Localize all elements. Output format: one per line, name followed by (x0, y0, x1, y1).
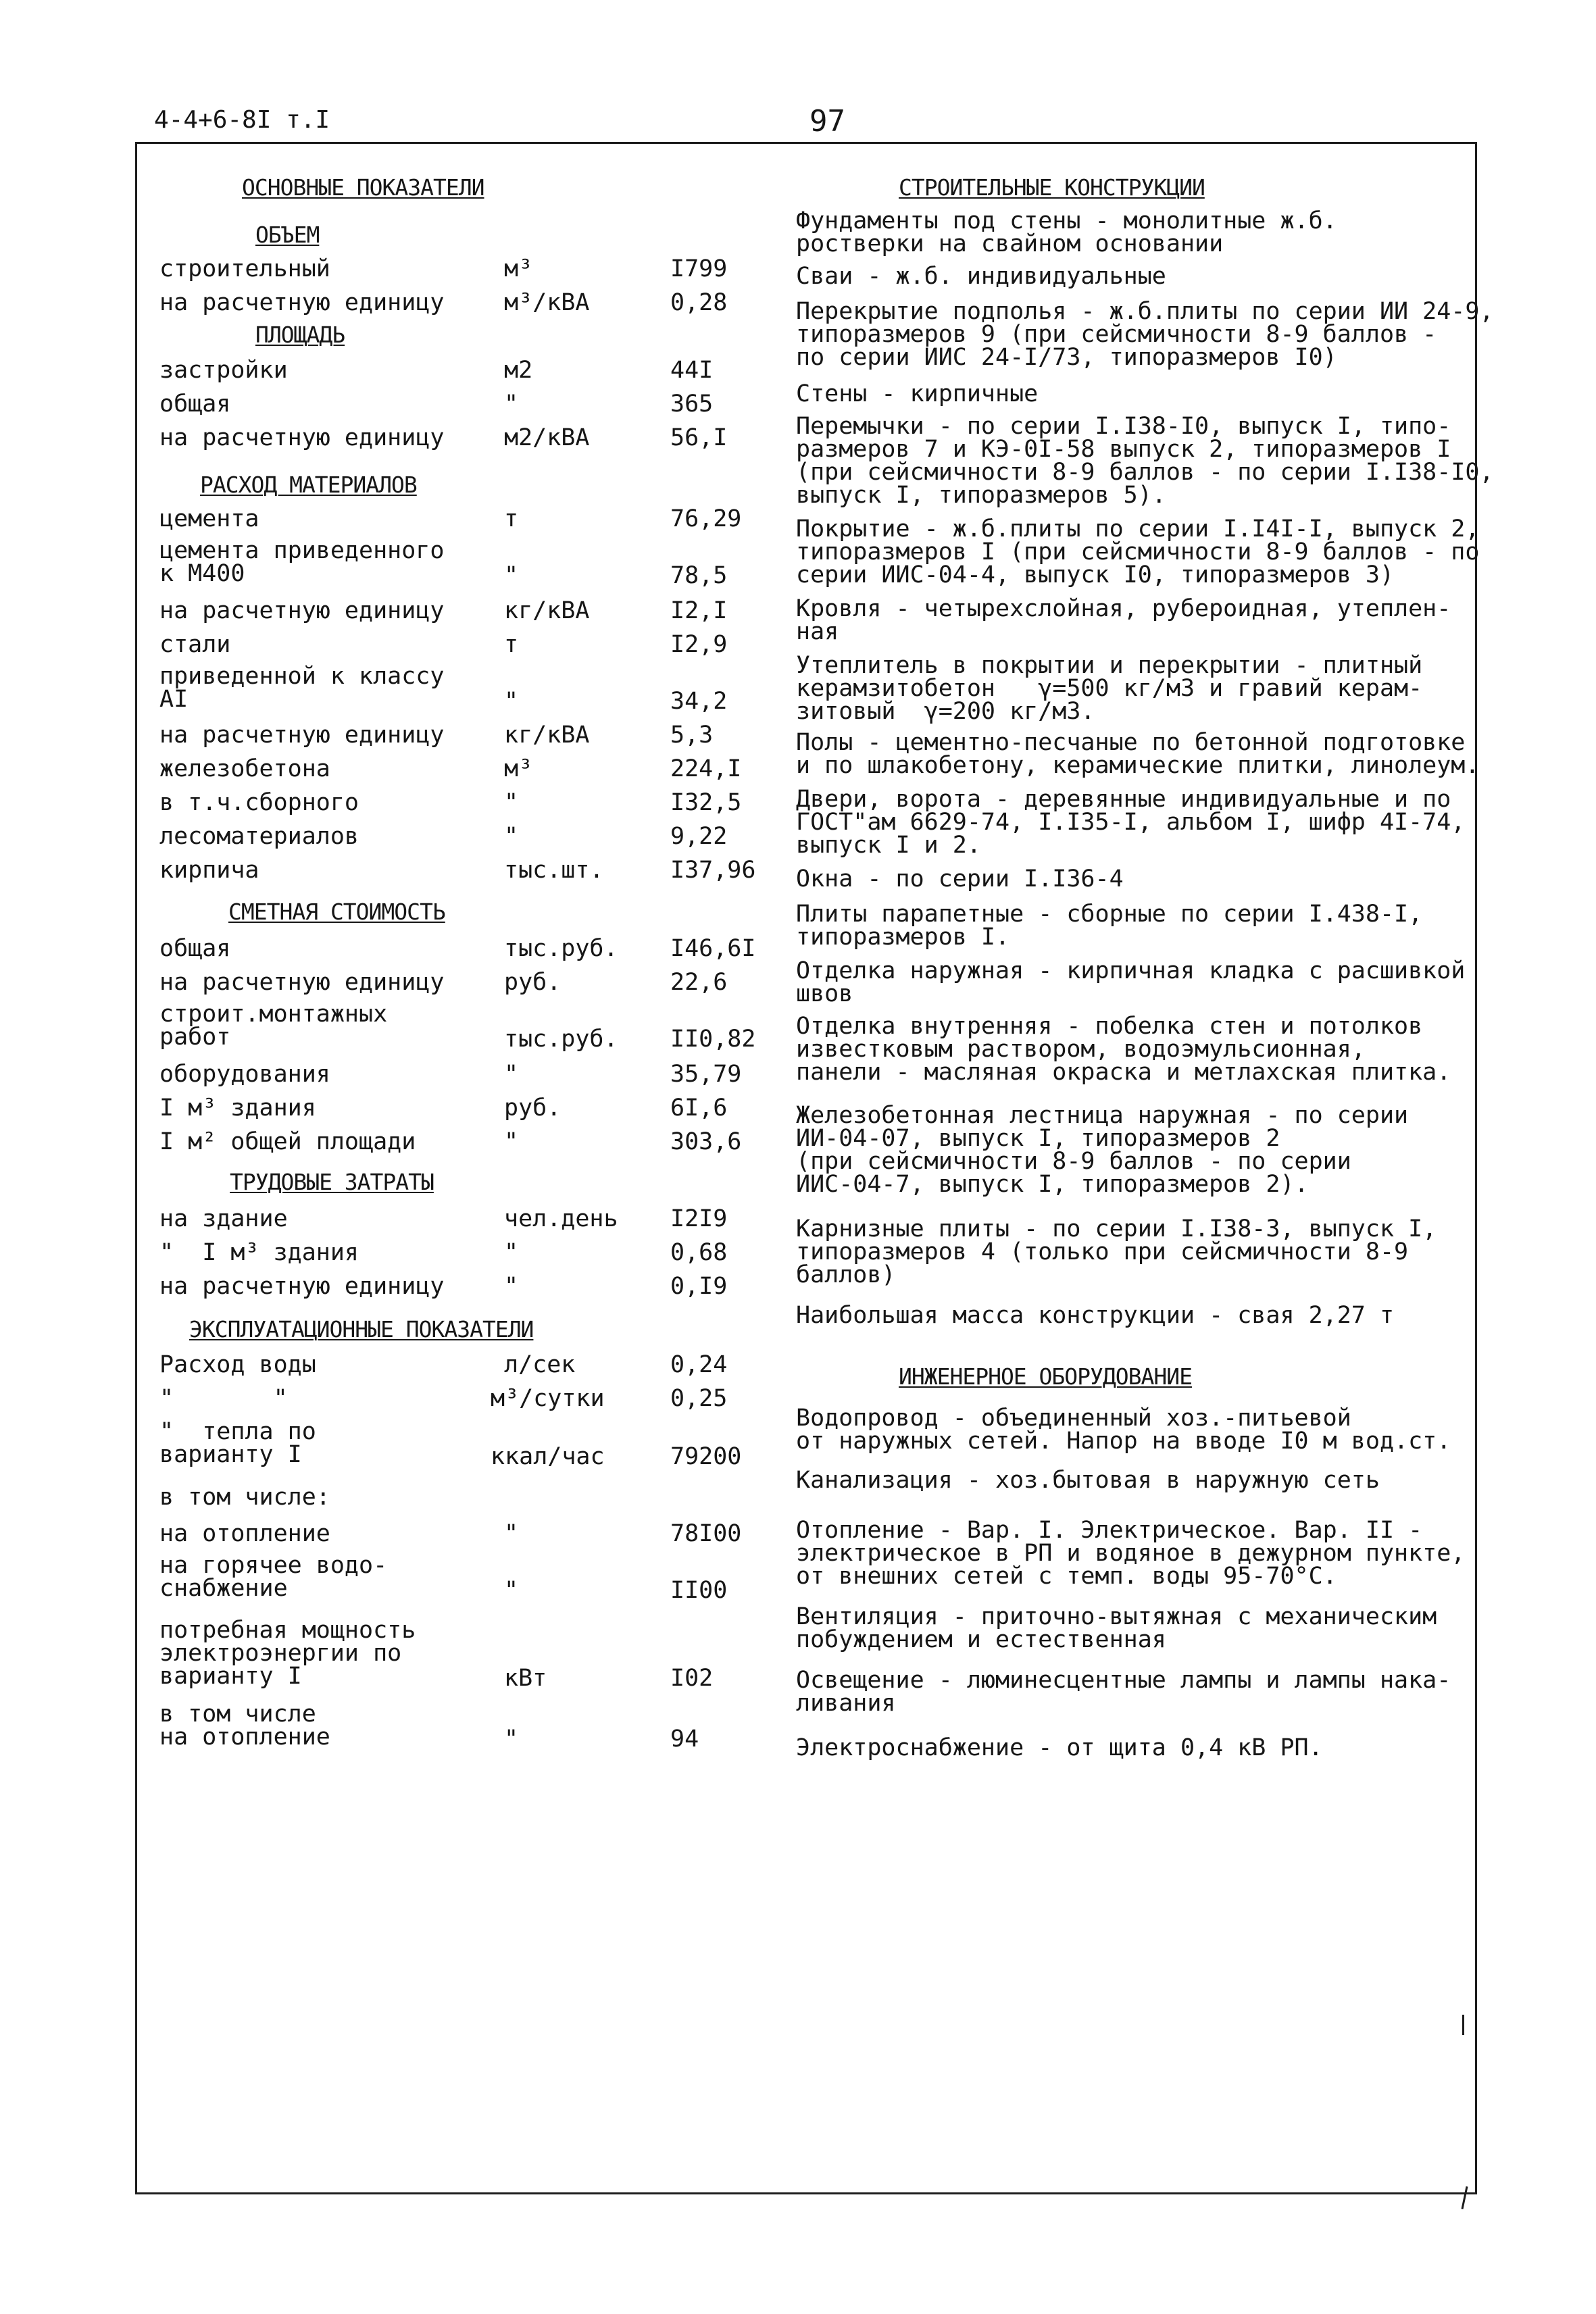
indicator-row (159, 424, 808, 457)
indicator-unit: руб. (504, 969, 562, 996)
indicator-label: на расчетную единицу (159, 424, 445, 451)
indicator-unit: чел.день (504, 1205, 618, 1232)
indicator-label: оборудования (159, 1061, 330, 1088)
indicator-row (159, 1351, 808, 1384)
indicator-unit: кВт (504, 1665, 547, 1692)
equipment-item-ventilation: Вентиляция - приточно-вытяжная с механическим побуждением и естественная (796, 1603, 1437, 1653)
indicator-label: на отопление (159, 1520, 330, 1547)
indicator-value: II0,82 (670, 1026, 756, 1053)
indicator-value: 35,79 (670, 1061, 742, 1088)
indicator-value: 78I00 (670, 1520, 742, 1547)
indicator-value: 0,25 (670, 1385, 728, 1412)
construction-item-roofing: Кровля - четырехслойная, рубероидная, утеплен- ная (796, 595, 1451, 645)
indicator-unit: м³ (504, 255, 533, 282)
indicator-value: 365 (670, 391, 714, 418)
indicator-unit: " (504, 1273, 519, 1300)
indicator-label: на расчетную единицу (159, 722, 445, 749)
indicator-label: строительный (159, 255, 330, 282)
indicator-value: I2,9 (670, 631, 728, 658)
indicator-label: I м³ здания (159, 1095, 316, 1122)
indicator-label: застройки (159, 357, 288, 384)
construction-item-piles: Сваи - ж.б. индивидуальные (796, 263, 1166, 290)
construction-item-max-mass: Наибольшая масса конструкции - свая 2,27 т (796, 1302, 1395, 1329)
equipment-item-power: Электроснабжение - от щита 0,4 кВ РП. (796, 1734, 1323, 1761)
construction-item-floor-slab: Перекрытие подполья - ж.б.плиты по серии ИИ 24-9, типоразмеров 9 (при сейсмичности 8-9 баллов - по серии ИИС 24-I/73, типоразмеров I0) (796, 298, 1494, 371)
indicator-unit: м³/кВА (504, 289, 590, 316)
indicator-unit: " (504, 1577, 519, 1604)
indicator-row (159, 357, 808, 389)
indicator-label: на расчетную единицу (159, 969, 445, 996)
indicator-unit: т (504, 631, 519, 658)
indicator-unit: тыс.шт. (504, 857, 604, 884)
indicator-unit: " (504, 1128, 519, 1155)
construction-item-insulation: Утеплитель в покрытии и перекрытии - плитный керамзитобетон γ=500 кг/м3 и гравий керам- зитовый γ=200 кг/м3. (796, 652, 1423, 725)
section-heading-volume: ОБЪЕМ (255, 222, 320, 248)
indicator-value: 6I,6 (670, 1095, 728, 1122)
indicator-label: на расчетную единицу (159, 1273, 445, 1300)
indicator-row (159, 1484, 808, 1516)
indicator-row (159, 1095, 808, 1127)
indicator-row (159, 935, 808, 967)
indicator-value: 0,68 (670, 1239, 728, 1266)
page-number: 97 (809, 104, 845, 139)
indicator-label: " I м³ здания (159, 1239, 359, 1266)
indicator-label: железобетона (159, 755, 330, 782)
indicator-row (159, 1205, 808, 1238)
indicator-value: II00 (670, 1577, 728, 1604)
indicator-label: на расчетную единицу (159, 289, 445, 316)
construction-item-floors: Полы - цементно-песчаные по бетонной подготовке и по шлакобетону, керамические плитки, линолеум. (796, 729, 1480, 779)
indicator-unit: " (504, 1726, 519, 1753)
indicator-row (159, 505, 808, 538)
construction-item-parapet: Плиты парапетные - сборные по серии I.438-I, типоразмеров I. (796, 901, 1423, 951)
indicator-value: 22,6 (670, 969, 728, 996)
indicator-value: 9,22 (670, 823, 728, 850)
indicator-value: 76,29 (670, 505, 742, 532)
indicator-label: на расчетную единицу (159, 597, 445, 624)
document-code: 4-4+6-8I т.I (154, 106, 330, 134)
indicator-value: 56,I (670, 424, 728, 451)
indicator-row (159, 1273, 808, 1305)
indicator-label: I м² общей площади (159, 1128, 416, 1155)
indicator-unit: м2 (504, 357, 533, 384)
indicator-label: стали (159, 631, 231, 658)
indicator-unit: " (504, 391, 519, 418)
indicator-value: 44I (670, 357, 714, 384)
indicator-row (159, 539, 808, 596)
indicator-unit: л/сек (504, 1351, 576, 1378)
indicator-label: на горячее водо- снабжение (159, 1552, 388, 1602)
indicator-unit: " (504, 823, 519, 850)
indicator-row (159, 1619, 808, 1693)
indicator-row (159, 1128, 808, 1161)
indicator-label: строит.монтажных работ (159, 1001, 388, 1051)
indicator-value: 303,6 (670, 1128, 742, 1155)
indicator-unit: " (504, 1239, 519, 1266)
construction-item-lintels: Перемычки - по серии I.I38-I0, выпуск I, типо- размеров 7 и КЭ-0I-58 выпуск 2, типоразмеров I (при сейсмичности 8-9 баллов - по серии I.I38-I0, выпуск I, типоразмеров 5). (796, 413, 1494, 509)
section-heading-labor: ТРУДОВЫЕ ЗАТРАТЫ (230, 1169, 434, 1195)
indicator-row (159, 1703, 808, 1759)
indicator-unit: м³/сутки (491, 1385, 605, 1412)
indicator-row (159, 391, 808, 423)
indicator-label: в том числе на отопление (159, 1701, 330, 1751)
indicator-value: 79200 (670, 1443, 742, 1470)
indicator-label: " тепла по варианту I (159, 1418, 316, 1468)
indicator-unit: кг/кВА (504, 722, 590, 749)
indicator-row (159, 755, 808, 788)
indicator-unit: м2/кВА (504, 424, 590, 451)
indicator-value: I37,96 (670, 857, 756, 884)
indicator-row (159, 1239, 808, 1272)
indicator-value: 78,5 (670, 562, 728, 589)
indicator-label: общая (159, 935, 231, 962)
equipment-item-lighting: Освещение - люминесцентные лампы и лампы нака- ливания (796, 1667, 1451, 1717)
right-column-title-equipment: ИНЖЕНЕРНОЕ ОБОРУДОВАНИЕ (899, 1363, 1192, 1390)
indicator-value: 0,24 (670, 1351, 728, 1378)
equipment-item-sewer: Канализация - хоз.бытовая в наружную сеть (796, 1467, 1380, 1494)
indicator-unit: " (504, 688, 519, 715)
indicator-value: I2,I (670, 597, 728, 624)
indicator-unit: кг/кВА (504, 597, 590, 624)
indicator-unit: " (504, 789, 519, 816)
indicator-unit: " (504, 1061, 519, 1088)
construction-item-roof-slabs: Покрытие - ж.б.плиты по серии I.I4I-I, выпуск 2, типоразмеров I (при сейсмичности 8-9 баллов - по серии ИИС-04-4, выпуск I0, типоразмеров 3) (796, 515, 1480, 588)
indicator-row (159, 1003, 808, 1059)
indicator-label: кирпича (159, 857, 259, 884)
indicator-label: приведенной к классу AI (159, 663, 445, 713)
indicator-label: цемента приведенного к М400 (159, 537, 445, 587)
indicator-row (159, 255, 808, 288)
indicator-row (159, 1420, 808, 1477)
construction-item-staircase: Железобетонная лестница наружная - по серии ИИ-04-07, выпуск I, типоразмеров 2 (при сейсмичности 8-9 баллов - по серии ИИС-04-7, выпуск I, типоразмеров 2). (796, 1102, 1409, 1198)
indicator-label: на здание (159, 1205, 288, 1232)
indicator-value: 94 (670, 1726, 699, 1753)
indicator-label: в т.ч.сборного (159, 789, 359, 816)
equipment-item-water: Водопровод - объединенный хоз.-питьевой от наружных сетей. Напор на вводе I0 м вод.ст. (796, 1405, 1451, 1455)
indicator-row (159, 665, 808, 722)
indicator-unit: тыс.руб. (504, 935, 618, 962)
indicator-value: 5,3 (670, 722, 714, 749)
indicator-unit: руб. (504, 1095, 562, 1122)
indicator-label: в том числе: (159, 1484, 330, 1511)
indicator-value: 224,I (670, 755, 742, 782)
indicator-row (159, 631, 808, 663)
indicator-label: Расход воды (159, 1351, 316, 1378)
indicator-value: I32,5 (670, 789, 742, 816)
indicator-value: 0,28 (670, 289, 728, 316)
indicator-label: цемента (159, 505, 259, 532)
indicator-unit: м³ (504, 755, 533, 782)
section-heading-area: ПЛОЩАДЬ (255, 322, 345, 348)
indicator-value: 0,I9 (670, 1273, 728, 1300)
indicator-label: потребная мощность электроэнергии по варианту I (159, 1617, 416, 1690)
indicator-row (159, 722, 808, 754)
construction-item-foundations: Фундаменты под стены - монолитные ж.б. ростверки на свайном основании (796, 207, 1337, 257)
indicator-label: общая (159, 391, 231, 418)
scan-mark (1462, 2015, 1464, 2035)
construction-item-walls: Стены - кирпичные (796, 380, 1039, 407)
indicator-row (159, 1554, 808, 1611)
indicator-value: I02 (670, 1665, 714, 1692)
indicator-unit: " (504, 562, 519, 589)
indicator-row (159, 1061, 808, 1093)
indicator-row (159, 969, 808, 1001)
indicator-value: I46,6I (670, 935, 756, 962)
indicator-row (159, 789, 808, 822)
indicator-row (159, 1520, 808, 1553)
indicator-value: 34,2 (670, 688, 728, 715)
section-heading-cost: СМЕТНАЯ СТОИМОСТЬ (228, 899, 445, 925)
indicator-row (159, 857, 808, 889)
construction-item-cornice: Карнизные плиты - по серии I.I38-3, выпуск I, типоразмеров 4 (только при сейсмичности 8-9 баллов) (796, 1215, 1437, 1288)
indicator-label: лесоматериалов (159, 823, 359, 850)
construction-item-doors: Двери, ворота - деревянные индивидуальные и по ГОСТ"ам 6629-74, I.I35-I, альбом I, шифр 4I-74, выпуск I и 2. (796, 786, 1466, 859)
construction-item-exterior-finish: Отделка наружная - кирпичная кладка с расшивкой швов (796, 957, 1466, 1007)
indicator-value: I799 (670, 255, 728, 282)
indicator-row (159, 1385, 808, 1417)
indicator-unit: ккал/час (491, 1443, 605, 1470)
indicator-row (159, 597, 808, 630)
section-heading-materials: РАСХОД МАТЕРИАЛОВ (200, 472, 417, 498)
indicator-unit: " (504, 1520, 519, 1547)
indicator-unit: т (504, 505, 519, 532)
indicator-row (159, 823, 808, 855)
indicator-value: I2I9 (670, 1205, 728, 1232)
section-heading-operation: ЭКСПЛУАТАЦИОННЫЕ ПОКАЗАТЕЛИ (189, 1316, 534, 1342)
equipment-item-heating: Отопление - Вар. I. Электрическое. Вар. II - электрическое в РП и водяное в дежурном пункте, от внешних сетей с темп. воды 95-70°С. (796, 1517, 1466, 1590)
left-column-title: ОСНОВНЫЕ ПОКАЗАТЕЛИ (242, 174, 484, 201)
indicator-row (159, 289, 808, 322)
construction-item-windows: Окна - по серии I.I36-4 (796, 865, 1124, 892)
right-column-title: СТРОИТЕЛЬНЫЕ КОНСТРУКЦИИ (899, 174, 1205, 201)
construction-item-interior-finish: Отделка внутренняя - побелка стен и потолков известковым раствором, водоэмульсионная, панели - масляная окраска и метлахская плитка. (796, 1013, 1451, 1086)
indicator-label: " " (159, 1385, 288, 1412)
indicator-unit: тыс.руб. (504, 1026, 618, 1053)
